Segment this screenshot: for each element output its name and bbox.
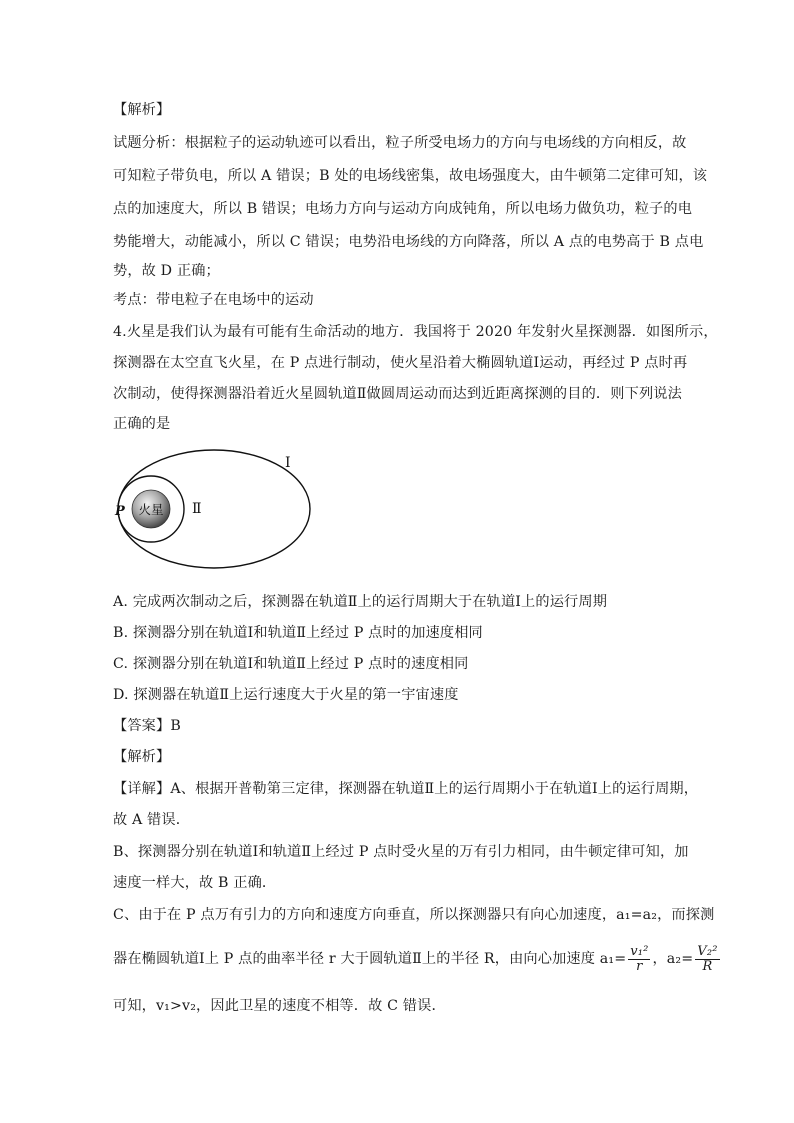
fraction-1-numerator: v₁² (630, 943, 649, 959)
detail-line-7: 可知，v₁>v₂，因此卫星的速度不相等．故 C 错误． (113, 998, 446, 1014)
analysis-line-1: 试题分析：根据粒子的运动轨迹可以看出，粒子所受电场力的方向与电场线的方向相反，故 (113, 135, 687, 151)
detail-line-3: B、探测器分别在轨道Ⅰ和轨道Ⅱ上经过 P 点时受火星的万有引力相同，由牛顿定律可知，加 (113, 844, 689, 860)
question-4-line-2: 探测器在太空直飞火星，在 P 点进行制动，使火星沿着大椭圆轨道Ⅰ运动，再经过 P 点时再 (113, 355, 688, 371)
fraction-2-numerator: V₂² (697, 943, 718, 959)
question-4-line-3: 次制动，使得探测器沿着近火星圆轨道Ⅱ做圆周运动而达到近距离探测的目的．则下列说法 (113, 386, 682, 402)
detail-line-1: 【详解】A、根据开普勒第三定律，探测器在轨道Ⅱ上的运行周期小于在轨道Ⅰ上的运行周期， (113, 781, 699, 797)
analysis-heading-2: 【解析】 (113, 749, 171, 765)
analysis-line-4: 势能增大，动能减小，所以 C 错误；电势沿电场线的方向降落，所以 A 点的电势高于 B 点电 (113, 234, 704, 250)
fraction-v1-squared-over-r (628, 945, 650, 974)
kaodian-line: 考点：带电粒子在电场中的运动 (113, 292, 314, 308)
analysis-line-5: 势，故 D 正确； (113, 263, 220, 279)
option-b: B. 探测器分别在轨道Ⅰ和轨道Ⅱ上经过 P 点时的加速度相同 (113, 625, 483, 641)
question-4-line-4: 正确的是 (113, 416, 171, 432)
mars-orbit-figure (110, 445, 315, 573)
fraction-2-denominator: R (702, 958, 713, 974)
fraction-v2-squared-over-R (695, 945, 719, 974)
detail-line-5: C、由于在 P 点万有引力的方向和速度方向垂直，所以探测器只有向心加速度，a₁=a₂，而探测 (113, 907, 715, 923)
analysis-line-2: 可知粒子带负电，所以 A 错误；B 处的电场线密集，故电场强度大，由牛顿第二定律可知，该 (113, 168, 708, 184)
mars-label: 火星 (138, 502, 164, 517)
question-4-line-1: 4.火星是我们认为最有可能有生命活动的地方．我国将于 2020 年发射火星探测器．如图所示， (113, 324, 718, 340)
detail-line-6-text: 器在椭圆轨道Ⅰ上 P 点的曲率半径 r 大于圆轨道Ⅱ上的半径 R，由向心加速度 a₁= (113, 951, 627, 967)
detail-line-6 (113, 940, 722, 978)
option-c: C. 探测器分别在轨道Ⅰ和轨道Ⅱ上经过 P 点时的速度相同 (113, 656, 469, 672)
option-d: D. 探测器在轨道Ⅱ上运行速度大于火星的第一宇宙速度 (113, 687, 459, 703)
detail-line-4: 速度一样大，故 B 正确． (113, 875, 277, 891)
orbit-2-label: Ⅱ (192, 501, 202, 517)
detail-line-2: 故 A 错误． (113, 812, 191, 828)
answer-line: 【答案】B (113, 718, 181, 734)
point-p-label: P (115, 504, 125, 519)
detail-line-6-mid: ，a₂= (652, 951, 694, 967)
analysis-line-3: 点的加速度大，所以 B 错误；电场力方向与运动方向成钝角，所以电场力做负功，粒子的电 (113, 201, 693, 217)
orbit-1-label: Ⅰ (285, 455, 291, 471)
fraction-1-denominator: r (636, 958, 643, 974)
analysis-heading: 【解析】 (113, 102, 171, 118)
option-a: A. 完成两次制动之后，探测器在轨道Ⅱ上的运行周期大于在轨道Ⅰ上的运行周期 (113, 594, 608, 610)
